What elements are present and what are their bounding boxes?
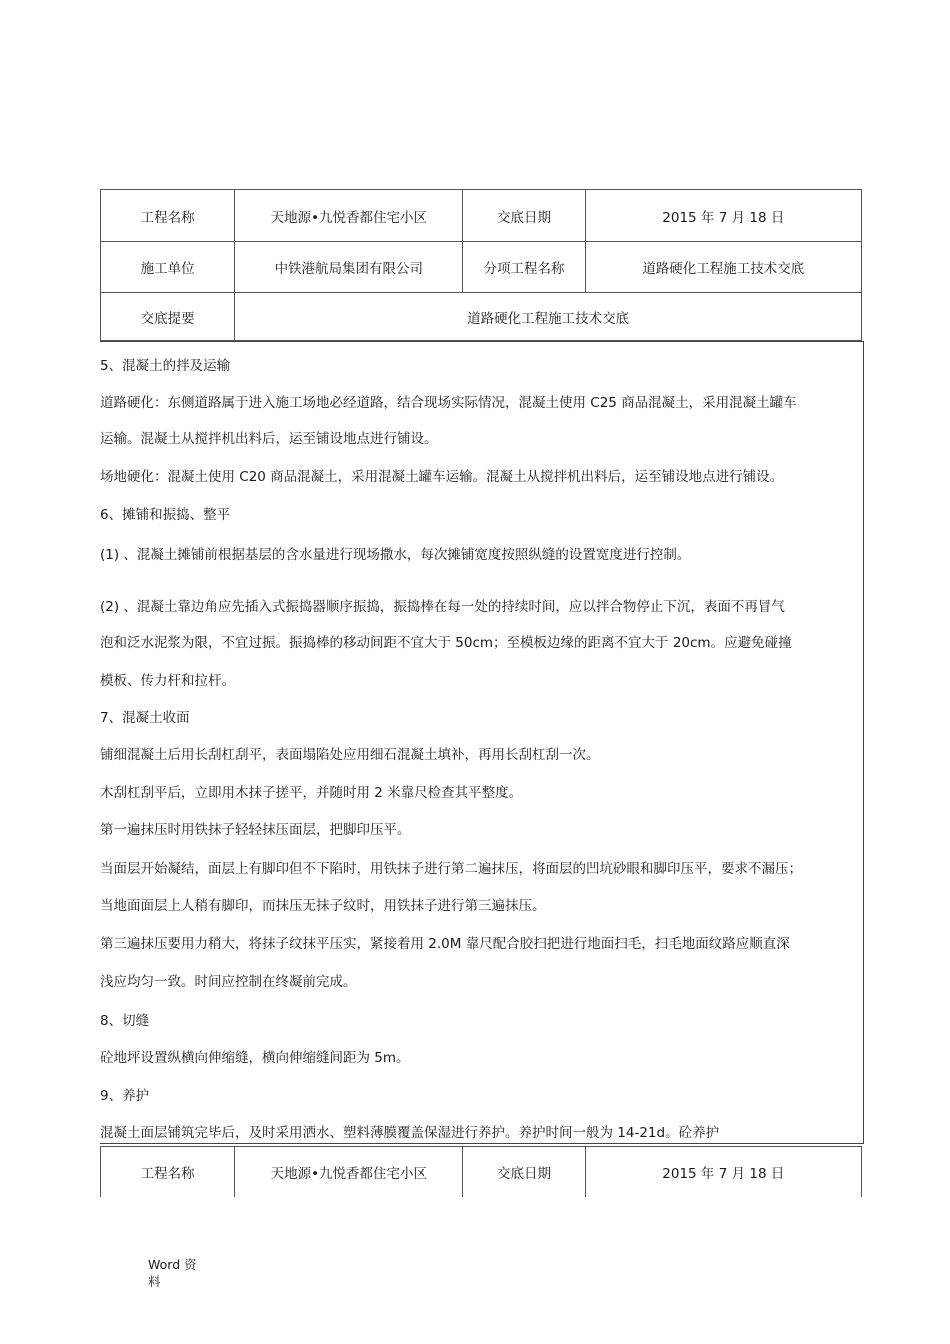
paragraph-line: 道路硬化：东侧道路属于进入施工场地必经道路，结合现场实际情况，混凝土使用 C25 商品混凝土，采用混凝土罐车 [100, 395, 797, 411]
project-name-label: 工程名称 [101, 1147, 235, 1198]
repeated-header-table [100, 1146, 862, 1197]
section-heading: 7、混凝土收面 [100, 710, 190, 726]
paragraph-line: 浅应均匀一致。时间应控制在终凝前完成。 [100, 974, 357, 990]
paragraph-line: 第三遍抹压要用力稍大，将抹子纹抹平压实，紧接着用 2.0M 靠尺配合胶扫把进行地面扫毛，扫毛地面纹路应顺直深 [100, 936, 790, 952]
date-label: 交底日期 [463, 1147, 585, 1198]
paragraph-line: 混凝土面层铺筑完毕后，及时采用洒水、塑料薄膜覆盖保湿进行养护。养护时间一般为 14-21d。砼养护 [100, 1125, 720, 1141]
unit-label: 施工单位 [101, 242, 235, 293]
date-value: 2015 年 7 月 18 日 [585, 190, 861, 242]
summary-label: 交底提要 [101, 293, 235, 341]
section-heading: 6、摊铺和振捣、整平 [100, 507, 231, 523]
paragraph-line: 砼地坪设置纵横向伸缩缝，横向伸缩缝间距为 5m。 [100, 1050, 410, 1066]
paragraph-line: 运输。混凝土从搅拌机出料后，运至铺设地点进行铺设。 [100, 431, 438, 447]
summary-value: 道路硬化工程施工技术交底 [235, 293, 862, 341]
paragraph-line: (1) 、混凝土摊铺前根据基层的含水量进行现场撒水，每次摊铺宽度按照纵缝的设置宽度进行控制。 [100, 547, 691, 563]
section-heading: 5、混凝土的拌及运输 [100, 358, 231, 374]
date-value: 2015 年 7 月 18 日 [585, 1147, 861, 1198]
footer-watermark-text: Word 资料 [148, 1257, 197, 1289]
project-name-value: 天地源•九悦香都住宅小区 [235, 1147, 463, 1198]
sub-project-value: 道路硬化工程施工技术交底 [585, 242, 861, 293]
header-info-table [100, 189, 862, 341]
paragraph-line: 场地硬化：混凝土使用 C20 商品混凝土，采用混凝土罐车运输。混凝土从搅拌机出料后，运至铺设地点进行铺设。 [100, 469, 784, 485]
paragraph-line: (2) 、混凝土靠边角应先插入式振捣器顺序振捣，振捣棒在每一处的持续时间，应以拌合物停止下沉，表面不再冒气 [100, 599, 785, 615]
paragraph-line: 泡和泛水泥浆为限，不宜过振。振捣棒的移动间距不宜大于 50cm；至模板边缘的距离不宜大于 20cm。应避免碰撞 [100, 635, 792, 651]
paragraph-line: 当地面面层上人稍有脚印，而抹压无抹子纹时，用铁抹子进行第三遍抹压。 [100, 898, 546, 914]
date-label: 交底日期 [463, 190, 585, 242]
project-name-value: 天地源•九悦香都住宅小区 [235, 190, 463, 242]
section-heading: 8、切缝 [100, 1013, 150, 1029]
paragraph-line: 当面层开始凝结，面层上有脚印但不下陷时，用铁抹子进行第二遍抹压，将面层的凹坑砂眼和脚印压平，要求不漏压； [100, 861, 802, 877]
section-heading: 9、养护 [100, 1088, 150, 1104]
paragraph-line: 第一遍抹压时用铁抹子轻轻抹压面层，把脚印压平。 [100, 822, 411, 838]
paragraph-line: 木刮杠刮平后，立即用木抹子搓平，并随时用 2 米靠尺检查其平整度。 [100, 785, 523, 801]
project-name-label: 工程名称 [101, 190, 235, 242]
paragraph-line: 铺细混凝土后用长刮杠刮平，表面塌陷处应用细石混凝土填补，再用长刮杠刮一次。 [100, 747, 600, 763]
sub-project-label: 分项工程名称 [463, 242, 585, 293]
paragraph-line: 模板、传力杆和拉杆。 [100, 673, 235, 689]
unit-value: 中铁港航局集团有限公司 [235, 242, 463, 293]
